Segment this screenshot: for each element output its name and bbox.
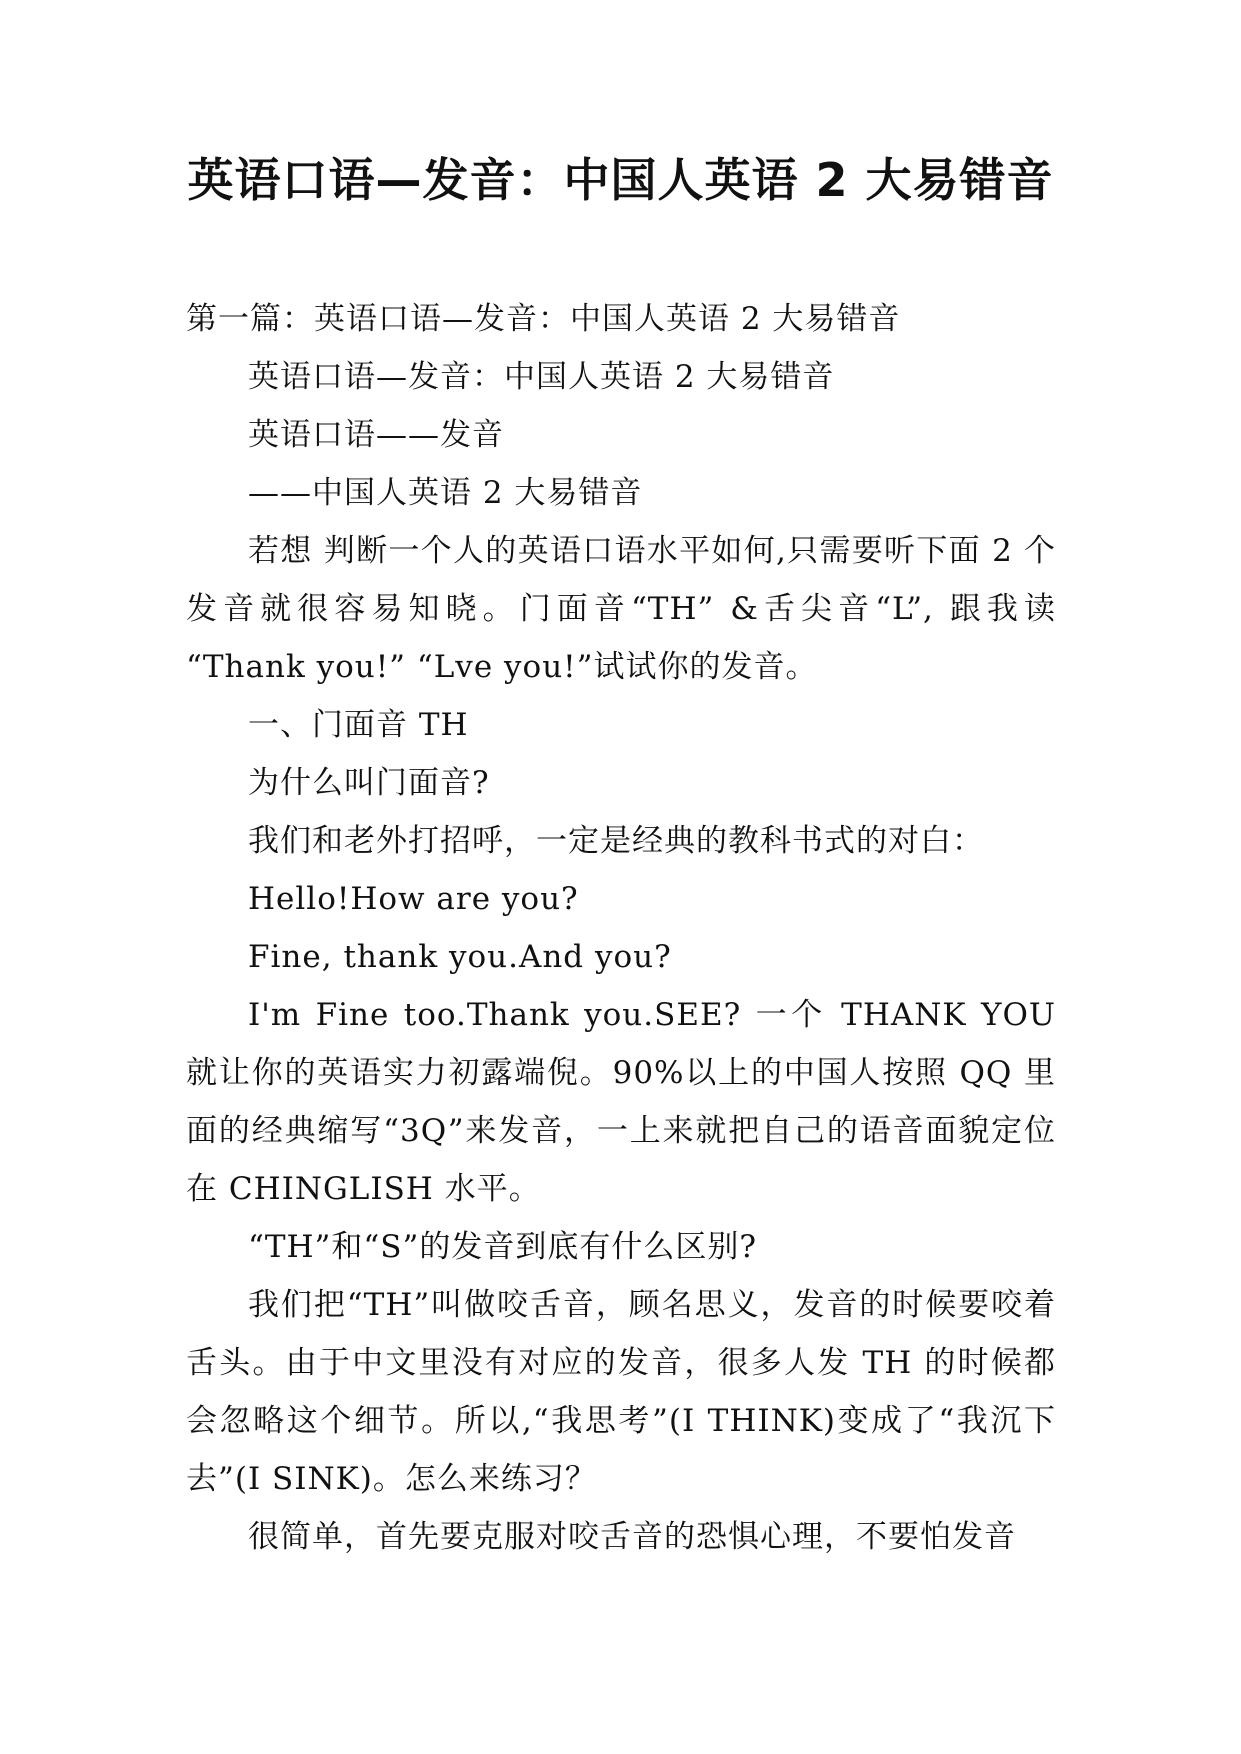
subheading-paragraph-2: ——中国人英语 2 大易错音 — [248, 475, 643, 511]
heading-paragraph: 第一篇：英语口语—发音：中国人英语 2 大易错音 — [186, 301, 901, 337]
document-body — [186, 290, 1056, 1566]
body-paragraph: I'm Fine too.Thank you.SEE? 一个 THANK YOU 就让你的英语实力初露端倪。90%以上的中国人按照 QQ 里面的经典缩写“3Q”来发音，一上来就把自己的语音面貌定位在 CHINGLISH 水平。 — [186, 997, 1056, 1207]
body-paragraph: 若想 判断一个人的英语口语水平如何,只需要听下面 2 个发音就很容易知晓。门面音“TH” &舌尖音“L”, 跟我读 “Thank you!” “Lve you!”试试你的发音。 — [186, 533, 1056, 685]
dialogue-line: Hello!How are you? — [248, 881, 579, 917]
dialogue-line: Fine, thank you.And you? — [248, 939, 672, 975]
section-heading: 一、门面音 TH — [248, 707, 469, 743]
document-title: 英语口语—发音：中国人英语 2 大易错音 — [187, 153, 1054, 207]
subtitle-paragraph: 英语口语—发音：中国人英语 2 大易错音 — [248, 359, 835, 395]
subheading-paragraph: 英语口语——发音 — [248, 417, 504, 453]
body-paragraph: 我们把“TH”叫做咬舌音，顾名思义，发音的时候要咬着舌头。由于中文里没有对应的发音，很多人发 TH 的时候都会忽略这个细节。所以,“我思考”(I THINK)变成了“我沉下去”(I SINK)。怎么来练习？ — [186, 1287, 1056, 1497]
body-paragraph: “TH”和“S”的发音到底有什么区别? — [248, 1229, 757, 1265]
body-paragraph: 很简单，首先要克服对咬舌音的恐惧心理，不要怕发音 — [248, 1519, 1016, 1555]
body-paragraph: 为什么叫门面音? — [248, 765, 490, 801]
body-paragraph: 我们和老外打招呼，一定是经典的教科书式的对白： — [248, 823, 984, 859]
